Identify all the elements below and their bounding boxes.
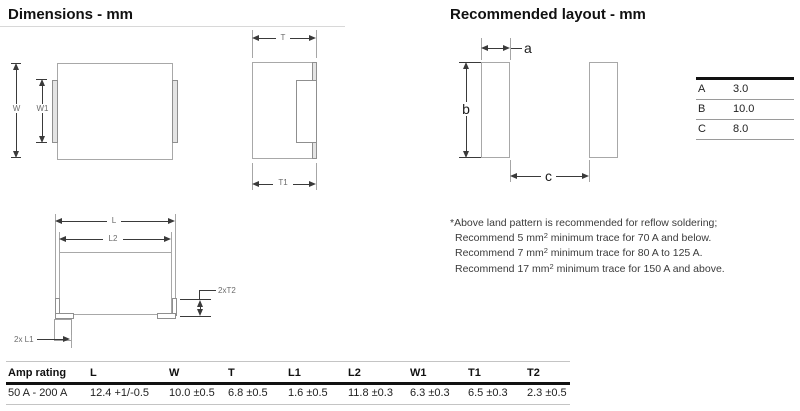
dimensions-section-title: Dimensions - mm: [8, 6, 134, 23]
table-cell: 6.5 ±0.3: [468, 387, 508, 399]
land-pad-left: [481, 62, 510, 158]
note-text: Recommend 17 mm: [455, 262, 550, 275]
param-label: C: [698, 123, 706, 135]
b-dim-label: b: [458, 102, 474, 116]
table-cell: 6.8 ±0.5: [228, 387, 268, 399]
note-text: Recommend 7 mm: [455, 247, 544, 259]
table-rule-top: [6, 361, 570, 362]
arrow-right-icon: [168, 218, 175, 224]
solder-notes: [450, 216, 790, 277]
param-value: 3.0: [733, 83, 749, 95]
l1-dim-ext: [71, 335, 72, 348]
t2-leader-h: [199, 290, 216, 291]
c-dim-label: c: [541, 169, 556, 183]
column-header: L: [90, 367, 97, 379]
column-header: T2: [527, 367, 540, 379]
table-row: [696, 80, 794, 100]
l-dim-ext-left: [55, 214, 56, 298]
t-dim-ext-right: [316, 30, 317, 58]
param-value: 8.0: [733, 123, 749, 135]
arrow-right-icon: [309, 181, 316, 187]
table-cell: 2.3 ±0.5: [527, 387, 567, 399]
table-cell: 12.4 +1/-0.5: [90, 387, 150, 399]
arrow-right-icon: [582, 173, 589, 179]
t2-dim-tick-bottom: [180, 316, 211, 317]
t1-dim-ext-right: [316, 163, 317, 190]
land-pad-right: [589, 62, 618, 158]
t-dim-label: T: [276, 33, 290, 42]
w1-dim-label: W1: [33, 104, 52, 113]
t1-dim-label: T1: [273, 178, 293, 187]
t2-leader-v: [199, 290, 200, 299]
table-cell: 1.6 ±0.5: [288, 387, 328, 399]
arrow-down-icon: [197, 309, 203, 316]
arrow-down-icon: [463, 151, 469, 158]
note-text: minimum trace for 80 A to 125 A.: [547, 247, 703, 259]
l1-dim-line: [37, 339, 65, 340]
l2-dim-ext-right: [171, 232, 172, 252]
t2-dim-label: 2xT2: [218, 286, 236, 295]
note-text: Recommend 5 mm: [455, 231, 544, 244]
heading-divider: [0, 26, 345, 27]
a-leader-line: [511, 48, 522, 49]
note-line: [450, 246, 790, 262]
table-cell: 10.0 ±0.5: [169, 387, 215, 399]
note-superscript: 2: [543, 246, 548, 255]
front-view-body: [57, 63, 173, 160]
column-header: L1: [288, 367, 301, 379]
arrow-right-icon: [503, 45, 510, 51]
arrow-left-icon: [55, 218, 62, 224]
front-view-right-terminal: [172, 80, 178, 143]
arrow-right-icon: [164, 236, 171, 242]
column-header: L2: [348, 367, 361, 379]
l2-dim-label: L2: [103, 234, 123, 243]
a-dim-line: [487, 48, 504, 49]
arrow-right-icon: [63, 336, 70, 342]
w-dim-label: W: [9, 104, 24, 113]
l1-dim-label: 2x L1: [14, 335, 34, 344]
bottom-view-body: [59, 252, 172, 315]
column-header: T1: [468, 367, 481, 379]
arrow-up-icon: [463, 62, 469, 69]
arrow-up-icon: [197, 300, 203, 307]
arrow-down-icon: [13, 151, 19, 158]
table-rule-bottom: [6, 404, 570, 405]
arrow-left-icon: [252, 35, 259, 41]
front-view-left-terminal: [52, 80, 58, 143]
note-text: minimum trace for 150 A and above.: [553, 262, 725, 275]
column-header: Amp rating: [8, 367, 67, 379]
c-dim-ext-right: [589, 160, 590, 182]
arrow-left-icon: [252, 181, 259, 187]
note-text: minimum trace for 70 A and below.: [547, 231, 712, 244]
arrow-left-icon: [59, 236, 66, 242]
table-row: [696, 120, 794, 140]
table-cell: 11.8 ±0.3: [348, 387, 393, 399]
a-dim-label: a: [524, 40, 532, 56]
side-view-terminal-bump: [296, 80, 317, 143]
note-line: [450, 231, 790, 247]
table-rule-header: [6, 382, 570, 385]
arrow-right-icon: [309, 35, 316, 41]
dimensions-table: [6, 359, 570, 406]
arrow-up-icon: [39, 79, 45, 86]
table-row: [696, 100, 794, 120]
note-superscript: 2: [549, 261, 554, 271]
t2-dim-tick-top: [180, 299, 211, 300]
bottom-view-right-foot: [157, 313, 176, 319]
column-header: W1: [410, 367, 427, 379]
arrow-up-icon: [13, 63, 19, 70]
arrow-left-icon: [481, 45, 488, 51]
a-dim-ext-right: [510, 38, 511, 60]
l-dim-label: L: [107, 216, 121, 225]
param-label: A: [698, 83, 706, 95]
param-label: B: [698, 103, 706, 115]
layout-section-title: Recommended layout - mm: [450, 6, 646, 23]
note-line: [450, 262, 790, 278]
table-cell: 50 A - 200 A: [8, 387, 68, 399]
note-superscript: 2: [543, 230, 548, 240]
column-header: W: [169, 367, 180, 379]
arrow-down-icon: [39, 136, 45, 143]
l-dim-ext-right: [175, 214, 176, 298]
note-line: *Above land pattern is recommended for reflow soldering;: [450, 217, 718, 229]
l2-dim-ext-left: [59, 232, 60, 252]
column-header: T: [228, 367, 235, 379]
arrow-left-icon: [510, 173, 517, 179]
land-pattern-table: [696, 77, 794, 140]
table-cell: 6.3 ±0.3: [410, 387, 450, 399]
param-value: 10.0: [733, 103, 755, 115]
